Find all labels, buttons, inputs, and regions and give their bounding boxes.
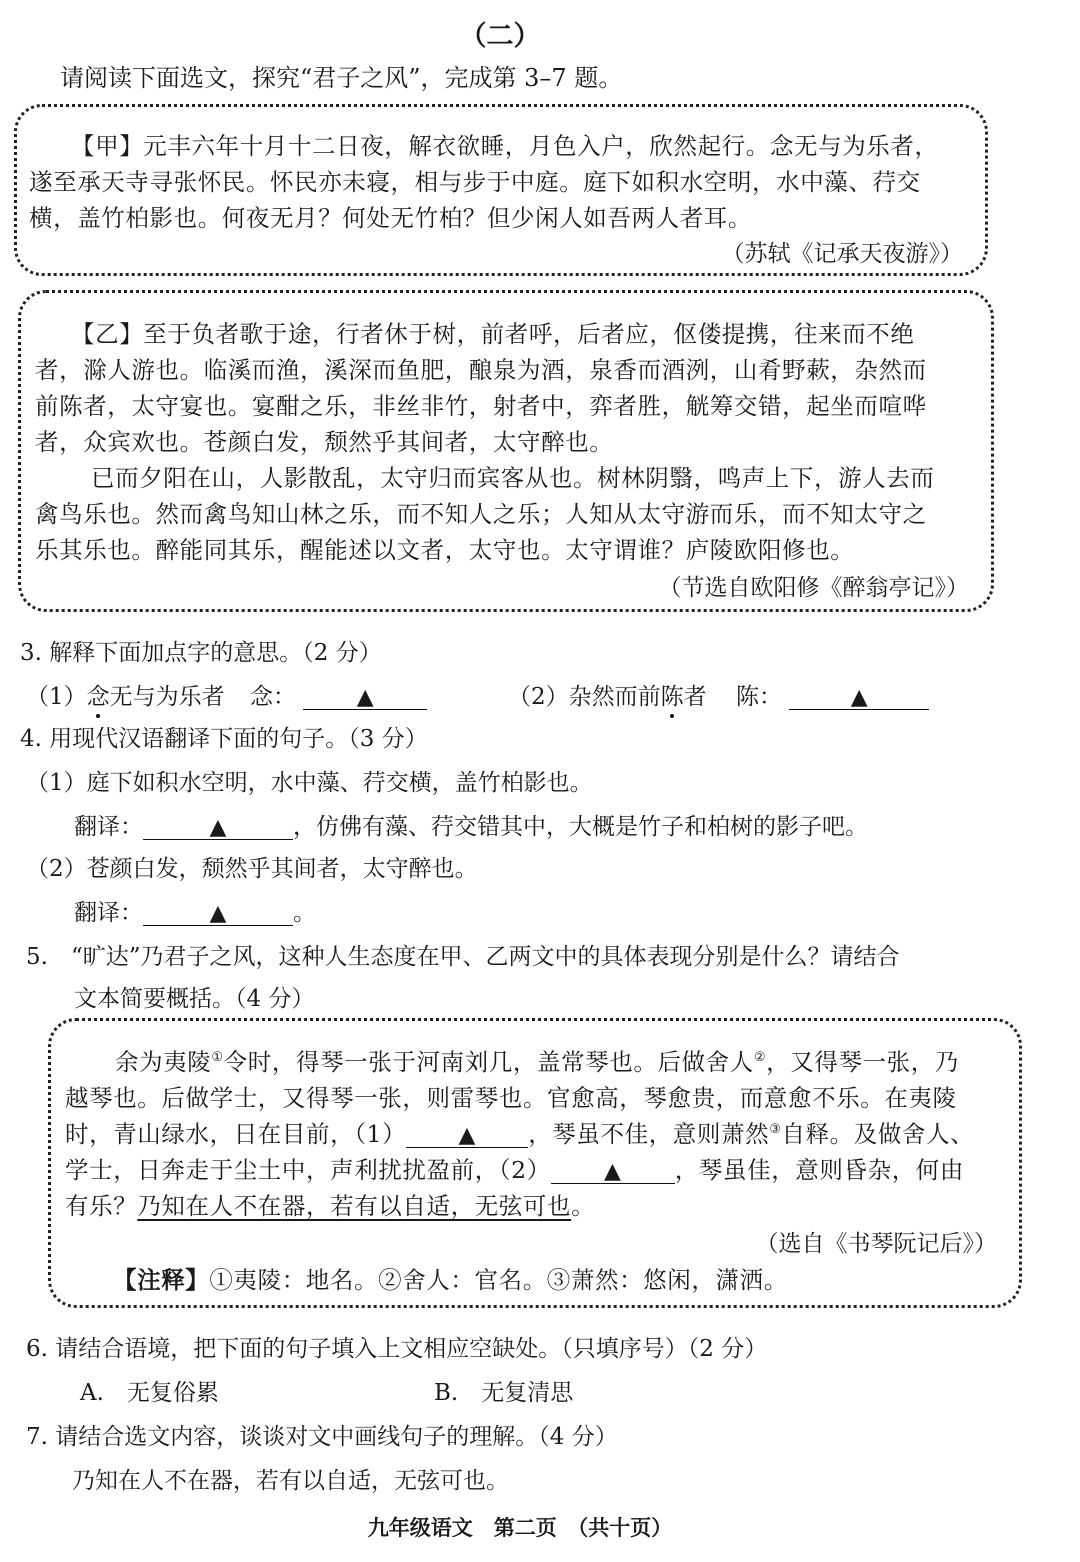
triangle-marker-icon: ▲ bbox=[604, 1159, 622, 1184]
page-footer: 九年级语文 第二页 （共十页） bbox=[367, 1515, 673, 1540]
q6-stem: 6. 请结合语境，把下面的句子填入上文相应空缺处。（只填序号）（2 分） bbox=[26, 1336, 768, 1362]
q4-item2-label: 翻译： bbox=[74, 900, 143, 926]
footnote-marker: ① bbox=[211, 1050, 224, 1066]
triangle-marker-icon: ▲ bbox=[356, 685, 374, 710]
passage-ref-line: 越琴也。后做学士，又得琴一张，则雷琴也。官愈高，琴愈贵，而意愈不乐。在夷陵 bbox=[65, 1084, 957, 1112]
passage-ref-line bbox=[65, 1151, 964, 1185]
q6-option-b: B. 无复清思 bbox=[434, 1380, 574, 1406]
passage-ref-text: 余为夷陵 bbox=[115, 1048, 212, 1076]
passage-ref-text: 学士，日奔走于尘土中，声利扰扰盈前，（2） bbox=[65, 1156, 551, 1184]
passage-ref-text: ，琴虽不佳，意则萧然 bbox=[528, 1120, 770, 1148]
passage-yi-line: 禽鸟乐也。然而禽鸟知山林之乐，而不知人之乐；人知从太守游而乐，而不知太守之 bbox=[35, 500, 927, 528]
triangle-marker-icon: ▲ bbox=[458, 1123, 476, 1148]
ref-blank-1[interactable] bbox=[406, 1123, 528, 1148]
passage-jia-source: （苏轼《记承天夜游》） bbox=[721, 241, 963, 267]
q4-item1-label: 翻译： bbox=[74, 814, 143, 840]
ref-blank-2[interactable] bbox=[551, 1159, 675, 1184]
instruction: 请阅读下面选文，探究“君子之风”，完成第 3–7 题。 bbox=[60, 64, 623, 92]
q3-item2 bbox=[508, 678, 929, 711]
passage-ref-box bbox=[48, 1018, 1022, 1308]
triangle-marker-icon: ▲ bbox=[850, 685, 868, 710]
notes-label: 【注释】 bbox=[113, 1266, 210, 1294]
q3-item1-label: 念： bbox=[249, 684, 296, 710]
section-title: （二） bbox=[459, 21, 541, 52]
q7-stem: 7. 请结合选文内容，谈谈对文中画线句子的理解。（4 分） bbox=[26, 1424, 618, 1450]
q4-item2-after: 。 bbox=[293, 900, 316, 926]
passage-ref-text: ，又得琴一张，乃 bbox=[766, 1048, 959, 1076]
footnote-marker: ③ bbox=[769, 1122, 782, 1138]
passage-jia-line: 【甲】元丰六年十月十二日夜，解衣欲睡，月色入户，欣然起行。念无与为乐者， bbox=[71, 132, 939, 160]
q4-item1-answer-blank[interactable] bbox=[143, 816, 293, 840]
notes-text: ①夷陵：地名。②舍人：官名。③萧然：悠闲，潇洒。 bbox=[209, 1266, 788, 1294]
q4-item2-translation bbox=[74, 894, 316, 927]
footnote-marker: ② bbox=[753, 1050, 767, 1066]
triangle-marker-icon: ▲ bbox=[209, 815, 227, 840]
q4-item1-translation bbox=[74, 808, 868, 841]
passage-ref-text: 。 bbox=[571, 1192, 596, 1220]
passage-ref-text: 有乐？ bbox=[65, 1192, 138, 1220]
q3-item1-answer-blank[interactable] bbox=[303, 686, 427, 710]
passage-yi-line: 者，滁人游也。临溪而渔，溪深而鱼肥，酿泉为酒，泉香而酒洌，山肴野蔌，杂然而 bbox=[35, 356, 927, 384]
passage-ref-text: ，琴虽佳，意则昏杂，何由 bbox=[674, 1156, 965, 1184]
passage-yi-line: 乐其乐也。醉能同其乐，醒能述以文者，太守也。太守谓谁？庐陵欧阳修也。 bbox=[35, 536, 855, 564]
q6-option-a: A. 无复俗累 bbox=[80, 1380, 219, 1406]
passage-yi-line: 【乙】至于负者歌于途，行者休于树，前者呼，后者应，伛偻提携，往来而不绝 bbox=[71, 320, 915, 348]
q5-line2: 文本简要概括。（4 分） bbox=[74, 986, 315, 1012]
underlined-sentence: 乃知在人不在器，若有以自适，无弦可也 bbox=[137, 1192, 572, 1220]
passage-ref-text: 令时，得琴一张于河南刘几，盖常琴也。后做舍人 bbox=[223, 1048, 754, 1076]
passage-yi-line: 者，众宾欢也。苍颜白发，颓然乎其间者，太守醉也。 bbox=[35, 428, 614, 456]
passage-yi-line: 前陈者，太守宴也。宴酣之乐，非丝非竹，射者中，弈者胜，觥筹交错，起坐而喧哗 bbox=[35, 392, 927, 420]
q3-item2-dotted-char: 陈 bbox=[661, 678, 684, 711]
passage-ref-text: 时，青山绿水，日在目前，（1） bbox=[65, 1120, 407, 1148]
passage-ref-line bbox=[65, 1115, 974, 1149]
q3-stem: 3. 解释下面加点字的意思。（2 分） bbox=[20, 640, 382, 666]
q3-item2-answer-blank[interactable] bbox=[789, 686, 929, 710]
passage-ref-notes bbox=[113, 1261, 788, 1295]
q4-item1: （1）庭下如积水空明，水中藻、荇交横，盖竹柏影也。 bbox=[26, 770, 593, 796]
q4-item2: （2）苍颜白发，颓然乎其间者，太守醉也。 bbox=[26, 856, 478, 882]
q7-quote: 乃知在人不在器，若有以自适，无弦可也。 bbox=[72, 1468, 509, 1494]
q3-item1-dotted-char: 念 bbox=[87, 678, 110, 711]
passage-ref-line bbox=[65, 1187, 595, 1221]
passage-ref-line bbox=[115, 1043, 959, 1077]
q3-item1-rest: 无与为乐者 bbox=[109, 684, 225, 710]
triangle-marker-icon: ▲ bbox=[209, 901, 227, 926]
q3-item1 bbox=[26, 678, 427, 711]
q5-line1: 5. “旷达”乃君子之风，这种人生态度在甲、乙两文中的具体表现分别是什么？请结合 bbox=[26, 944, 900, 970]
q3-item2-label: 陈： bbox=[735, 684, 782, 710]
q3-item2-rest: 者 bbox=[683, 684, 707, 710]
passage-yi-line: 已而夕阳在山，人影散乱，太守归而宾客从也。树林阴翳，鸣声上下，游人去而 bbox=[91, 464, 935, 492]
passage-jia-box bbox=[14, 104, 988, 276]
q4-item1-after: ，仿佛有藻、荇交错其中，大概是竹子和柏树的影子吧。 bbox=[293, 814, 868, 840]
q3-item2-prefix: （2）杂然而前 bbox=[508, 684, 661, 710]
passage-jia-line: 横，盖竹柏影也。何夜无月？何处无竹柏？但少闲人如吾两人者耳。 bbox=[29, 204, 752, 232]
q3-item1-prefix: （1） bbox=[26, 684, 87, 710]
q4-item2-answer-blank[interactable] bbox=[143, 902, 293, 926]
passage-ref-source: （选自《书琴阮记后》） bbox=[755, 1231, 997, 1257]
passage-ref-text: 自释。及做舍人、 bbox=[781, 1120, 975, 1148]
q4-stem: 4. 用现代汉语翻译下面的句子。（3 分） bbox=[20, 726, 428, 752]
passage-yi-box bbox=[18, 290, 994, 612]
passage-jia-line: 遂至承天寺寻张怀民。怀民亦未寝，相与步于中庭。庭下如积水空明，水中藻、荇交 bbox=[29, 168, 921, 196]
passage-yi-source: （节选自欧阳修《醉翁亭记》） bbox=[658, 575, 969, 601]
